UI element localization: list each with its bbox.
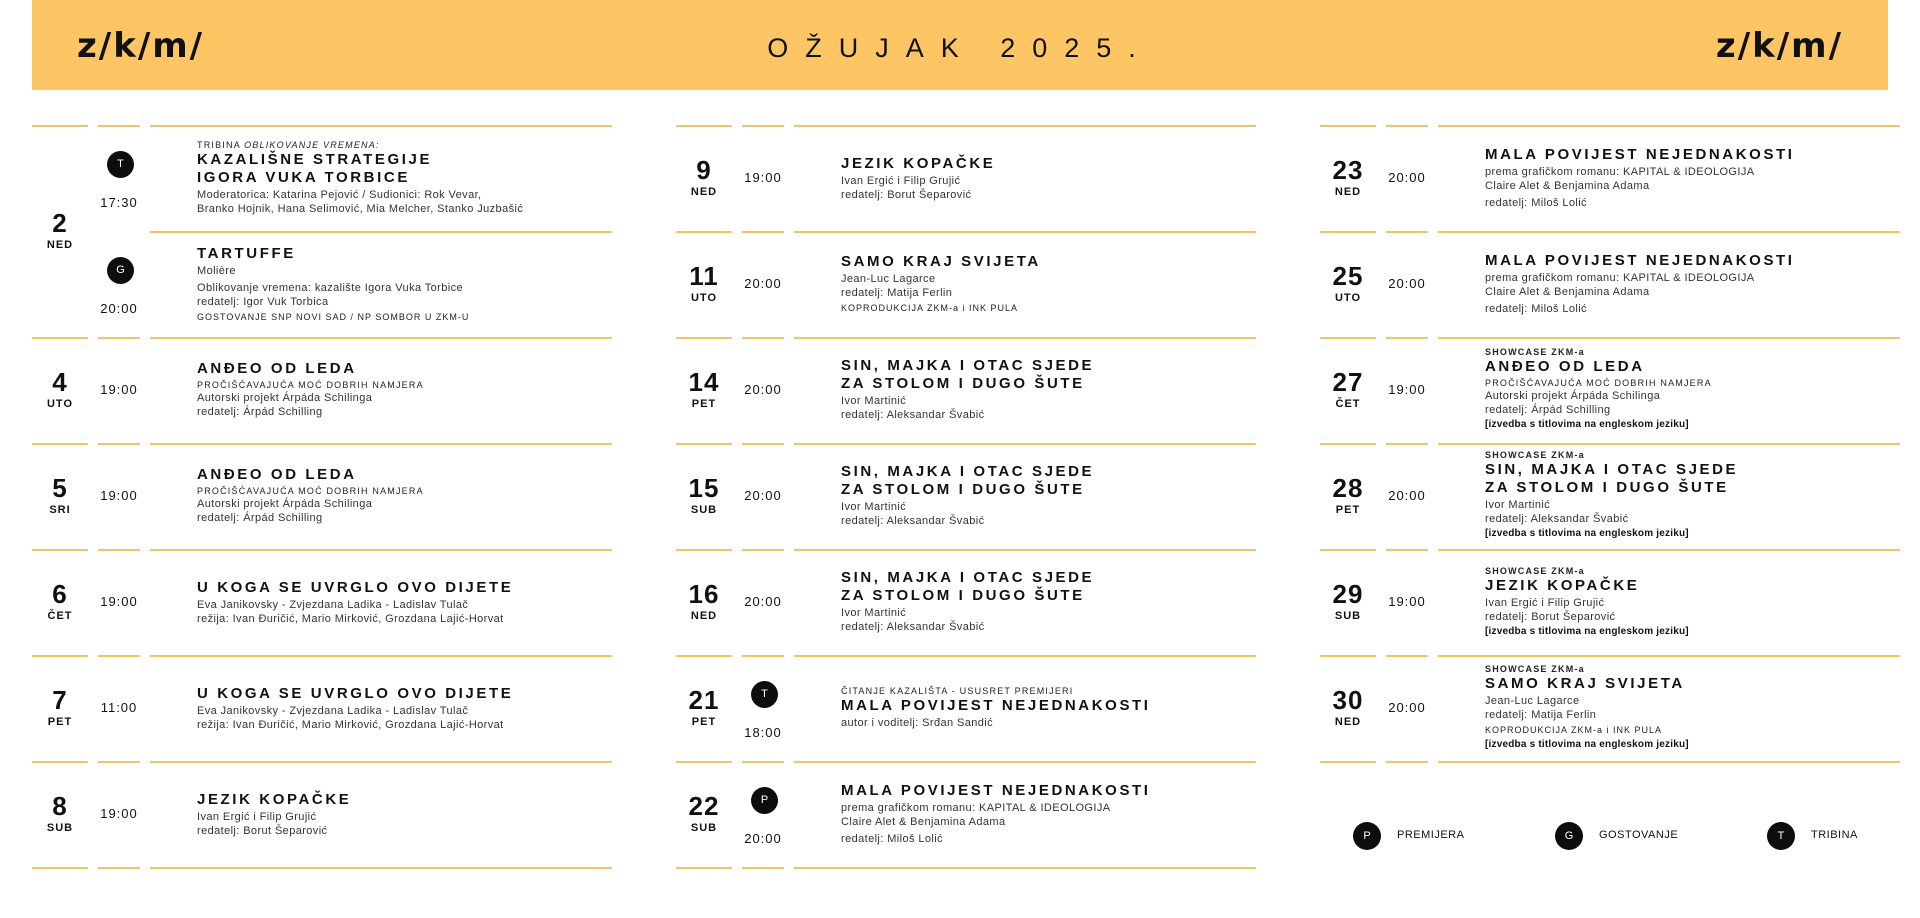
event-date (1320, 580, 1376, 623)
event-date (676, 156, 732, 199)
weekday: SRI (49, 504, 71, 516)
divider (1438, 231, 1900, 233)
event-credit: prema grafičkom romanu: KAPITAL & IDEOLOGIJA (841, 802, 1111, 814)
event-credit: prema grafičkom romanu: KAPITAL & IDEOLOGIJA (1485, 272, 1755, 284)
event-date (676, 792, 732, 835)
event-time: 20:00 (100, 301, 138, 316)
event-credit: Branko Hojnik, Hana Selimović, Mia Melcher, Stanko Juzbašić (197, 203, 524, 215)
event-title: ZA STOLOM I DUGO ŠUTE (841, 481, 1085, 498)
event-info (1485, 252, 1895, 316)
divider (32, 443, 88, 445)
event-title: MALA POVIJEST NEJEDNAKOSTI (1485, 146, 1795, 163)
weekday: NED (46, 239, 74, 251)
schedule-row (676, 443, 1256, 549)
event-credit: prema grafičkom romanu: KAPITAL & IDEOLOGIJA (1485, 166, 1755, 178)
divider (98, 761, 140, 763)
weekday: PET (691, 398, 717, 410)
event-type-badge: P (751, 787, 778, 814)
event-time: 17:30 (100, 195, 138, 210)
event-note: KOPRODUKCIJA ZKM-a i INK PULA (841, 303, 1019, 313)
event-time: 20:00 (744, 382, 782, 397)
day-number: 8 (52, 791, 68, 821)
day-number: 5 (52, 473, 68, 503)
event-credit: redatelj: Aleksandar Švabić (841, 515, 985, 527)
schedule-row (676, 337, 1256, 443)
event-date (676, 262, 732, 305)
event-time: 19:00 (100, 488, 138, 503)
divider (1320, 761, 1376, 763)
divider (676, 761, 732, 763)
divider (150, 867, 612, 869)
event-info (1485, 663, 1895, 752)
showcase-tag: SHOWCASE ZKM-a (1485, 450, 1585, 460)
divider (794, 867, 1256, 869)
event-time: 19:00 (1388, 382, 1426, 397)
event-tag-text: TRIBINA (197, 140, 245, 150)
page-title: OŽUJAK 2025. (767, 33, 1153, 63)
event-title: SIN, MAJKA I OTAC SJEDE (841, 569, 1095, 586)
event-date (32, 686, 88, 729)
event-info (197, 791, 607, 838)
event-credit: Autorski projekt Árpáda Schilinga (197, 498, 373, 510)
event-credit: Molière (197, 265, 236, 277)
event-date (676, 686, 732, 729)
event-info (197, 360, 607, 419)
divider (742, 125, 784, 127)
event-credit: Ivor Martinić (1485, 499, 1551, 511)
divider (1438, 443, 1900, 445)
divider (742, 655, 784, 657)
divider (676, 337, 732, 339)
subtitles-note: [izvedba s titlovima na engleskom jeziku] (1485, 739, 1689, 750)
weekday: SUB (690, 822, 718, 834)
schedule-row (32, 549, 612, 655)
event-credit: Eva Janikovsky - Zvjezdana Ladika - Ladislav Tulač (197, 599, 469, 611)
divider (742, 867, 784, 869)
event-credit: redatelj: Aleksandar Švabić (1485, 513, 1629, 525)
legend-symbol: P (1353, 822, 1381, 850)
showcase-tag: SHOWCASE ZKM-a (1485, 347, 1585, 357)
divider (1438, 761, 1900, 763)
event-time: 19:00 (1388, 594, 1426, 609)
divider (1320, 443, 1376, 445)
weekday: SUB (1334, 610, 1362, 622)
event-title: ANĐEO OD LEDA (1485, 358, 1645, 375)
event-info (197, 685, 607, 732)
event-time: 19:00 (100, 382, 138, 397)
event-info (841, 685, 1251, 730)
legend-label: GOSTOVANJE (1599, 829, 1679, 841)
event-type-badge: T (107, 151, 134, 178)
divider (98, 125, 140, 127)
event-credit: autor i voditelj: Srđan Sandić (841, 717, 994, 729)
event-time: 19:00 (100, 594, 138, 609)
event-credit: Ivor Martinić (841, 395, 907, 407)
event-date (32, 368, 88, 411)
event-time: 18:00 (744, 725, 782, 740)
schedule-row (32, 443, 612, 549)
event-time: 20:00 (744, 594, 782, 609)
event-date (676, 368, 732, 411)
event-time: 20:00 (1388, 170, 1426, 185)
day-number: 14 (688, 367, 720, 397)
event-credit: redatelj: Borut Šeparović (841, 189, 972, 201)
event-info (1485, 449, 1895, 541)
divider (32, 655, 88, 657)
schedule-row (32, 337, 612, 443)
event-credit: redatelj: Árpád Schilling (1485, 404, 1611, 416)
event-info (1485, 565, 1895, 639)
schedule-column (32, 125, 612, 867)
schedule-row (32, 655, 612, 761)
legend-symbol: G (1555, 822, 1583, 850)
divider (1320, 125, 1376, 127)
event-credit: Ivan Ergić i Filip Grujić (197, 811, 317, 823)
event-credit: Eva Janikovsky - Zvjezdana Ladika - Ladislav Tulač (197, 705, 469, 717)
day-number: 27 (1332, 367, 1364, 397)
event-title: U KOGA SE UVRGLO OVO DIJETE (197, 579, 514, 596)
event-info (197, 139, 607, 216)
divider (742, 231, 784, 233)
event-credit: režija: Ivan Đuričić, Mario Mirković, Grozdana Lajić-Horvat (197, 719, 504, 731)
subtitles-note: [izvedba s titlovima na engleskom jeziku] (1485, 626, 1689, 637)
event-subtitle: PROČIŠĆAVAJUĆA MOĆ DOBRIH NAMJERA (1485, 378, 1712, 388)
schedule-row (1320, 125, 1900, 231)
divider (794, 549, 1256, 551)
event-info (197, 245, 607, 324)
divider (742, 549, 784, 551)
event-info (841, 782, 1251, 846)
event-credit: Claire Alet & Benjamina Adama (1485, 180, 1650, 192)
divider (150, 125, 612, 127)
event-credit: redatelj: Igor Vuk Torbica (197, 296, 329, 308)
day-number: 7 (52, 685, 68, 715)
divider (1386, 125, 1428, 127)
divider (32, 549, 88, 551)
event-subtitle: PROČIŠĆAVAJUĆA MOĆ DOBRIH NAMJERA (197, 380, 424, 390)
event-subtitle: PROČIŠĆAVAJUĆA MOĆ DOBRIH NAMJERA (197, 486, 424, 496)
schedule-row (676, 125, 1256, 231)
event-info (1485, 146, 1895, 210)
event-credit: redatelj: Miloš Lolić (1485, 303, 1587, 315)
divider (794, 761, 1256, 763)
day-number: 30 (1332, 685, 1364, 715)
divider (98, 337, 140, 339)
divider (676, 231, 732, 233)
weekday: UTO (46, 398, 74, 410)
event-credit: Ivor Martinić (841, 607, 907, 619)
weekday: PET (691, 716, 717, 728)
subtitles-note: [izvedba s titlovima na engleskom jeziku] (1485, 528, 1689, 539)
divider (1320, 655, 1376, 657)
event-title: SAMO KRAJ SVIJETA (1485, 675, 1685, 692)
schedule-column (676, 125, 1256, 867)
divider (1386, 231, 1428, 233)
event-credit: režija: Ivan Đuričić, Mario Mirković, Grozdana Lajić-Horvat (197, 613, 504, 625)
day-number: 9 (696, 155, 712, 185)
day-number: 21 (688, 685, 720, 715)
divider (1386, 549, 1428, 551)
event-credit: Autorski projekt Árpáda Schilinga (197, 392, 373, 404)
event-credit: Ivan Ergić i Filip Grujić (841, 175, 961, 187)
divider (676, 125, 732, 127)
day-number: 15 (688, 473, 720, 503)
divider (1386, 443, 1428, 445)
event-title: U KOGA SE UVRGLO OVO DIJETE (197, 685, 514, 702)
weekday: SUB (46, 822, 74, 834)
event-date (32, 580, 88, 623)
event-time: 20:00 (1388, 488, 1426, 503)
day-number: 29 (1332, 579, 1364, 609)
divider (676, 443, 732, 445)
event-title: MALA POVIJEST NEJEDNAKOSTI (841, 782, 1151, 799)
event-credit: Autorski projekt Árpáda Schilinga (1485, 390, 1661, 402)
event-title: SAMO KRAJ SVIJETA (841, 253, 1041, 270)
event-info (841, 569, 1251, 634)
day-number: 22 (688, 791, 720, 821)
divider (150, 655, 612, 657)
schedule-row (676, 549, 1256, 655)
weekday: NED (690, 186, 718, 198)
event-date (1320, 262, 1376, 305)
event-time: 20:00 (744, 276, 782, 291)
event-title: SIN, MAJKA I OTAC SJEDE (841, 357, 1095, 374)
event-credit: Jean-Luc Lagarce (841, 273, 936, 285)
schedule-row (1320, 549, 1900, 655)
event-time: 20:00 (1388, 276, 1426, 291)
event-title: JEZIK KOPAČKE (1485, 577, 1640, 594)
event-type-badge: G (107, 257, 134, 284)
event-credit: Ivor Martinić (841, 501, 907, 513)
event-info (197, 466, 607, 525)
divider (32, 761, 88, 763)
event-info (197, 579, 607, 626)
subtitles-note: [izvedba s titlovima na engleskom jeziku] (1485, 419, 1689, 430)
weekday: UTO (690, 292, 718, 304)
day-number: 2 (52, 208, 68, 238)
event-time: 20:00 (744, 831, 782, 846)
event-date (32, 792, 88, 835)
event-date (676, 474, 732, 517)
schedule-column (1320, 125, 1900, 761)
event-type-badge: T (751, 681, 778, 708)
event-time: 19:00 (100, 806, 138, 821)
event-title: JEZIK KOPAČKE (841, 155, 996, 172)
event-credit: Claire Alet & Benjamina Adama (1485, 286, 1650, 298)
event-credit: redatelj: Aleksandar Švabić (841, 409, 985, 421)
divider (1386, 337, 1428, 339)
schedule-row (1320, 231, 1900, 337)
schedule-row (32, 125, 612, 337)
divider (794, 655, 1256, 657)
divider (32, 337, 88, 339)
divider (676, 549, 732, 551)
divider (1320, 231, 1376, 233)
event-tag (197, 139, 607, 151)
event-time: 20:00 (744, 488, 782, 503)
event-title: ZA STOLOM I DUGO ŠUTE (1485, 479, 1729, 496)
legend-label: PREMIJERA (1397, 829, 1465, 841)
zkm-logo: z/k/m/ (1715, 26, 1843, 66)
divider (98, 867, 140, 869)
event-credit: Moderatorica: Katarina Pejović / Sudionici: Rok Vevar, (197, 189, 482, 201)
weekday: PET (47, 716, 73, 728)
day-number: 4 (52, 367, 68, 397)
event-credit: redatelj: Matija Ferlin (841, 287, 953, 299)
weekday: NED (690, 610, 718, 622)
day-number: 23 (1332, 155, 1364, 185)
showcase-tag: SHOWCASE ZKM-a (1485, 664, 1585, 674)
event-tag-italic: OBLIKOVANJE VREMENA: (244, 140, 380, 150)
event-title: TARTUFFE (197, 245, 296, 262)
event-date (1320, 686, 1376, 729)
divider (794, 443, 1256, 445)
divider (150, 761, 612, 763)
zkm-logo: z/k/m/ (77, 26, 205, 66)
divider (150, 443, 612, 445)
event-title: ZA STOLOM I DUGO ŠUTE (841, 375, 1085, 392)
divider (742, 443, 784, 445)
divider (1438, 337, 1900, 339)
weekday: ČET (47, 610, 73, 622)
event-credit: redatelj: Miloš Lolić (841, 833, 943, 845)
divider (150, 231, 612, 233)
divider (1320, 337, 1376, 339)
header-banner (32, 0, 1888, 90)
day-number: 28 (1332, 473, 1364, 503)
schedule-row (1320, 443, 1900, 549)
event-credit: Claire Alet & Benjamina Adama (841, 816, 1006, 828)
day-number: 25 (1332, 261, 1364, 291)
event-credit: redatelj: Matija Ferlin (1485, 709, 1597, 721)
event-time: 20:00 (1388, 700, 1426, 715)
event-credit: redatelj: Aleksandar Švabić (841, 621, 985, 633)
event-date (1320, 368, 1376, 411)
event-credit: Jean-Luc Lagarce (1485, 695, 1580, 707)
event-info (841, 253, 1251, 315)
divider (676, 867, 732, 869)
schedule-row (676, 655, 1256, 761)
weekday: NED (1334, 186, 1362, 198)
event-date (1320, 156, 1376, 199)
schedule-row (32, 761, 612, 867)
day-number: 6 (52, 579, 68, 609)
event-time: 11:00 (100, 700, 138, 715)
divider (1320, 549, 1376, 551)
event-credit: redatelj: Árpád Schilling (197, 512, 323, 524)
event-info (1485, 346, 1895, 432)
event-info (841, 357, 1251, 422)
event-title: MALA POVIJEST NEJEDNAKOSTI (841, 697, 1151, 714)
divider (794, 231, 1256, 233)
event-credit: redatelj: Miloš Lolić (1485, 197, 1587, 209)
event-title: SIN, MAJKA I OTAC SJEDE (1485, 461, 1739, 478)
event-date (1320, 474, 1376, 517)
divider (742, 337, 784, 339)
event-info (841, 155, 1251, 202)
schedule-row (1320, 655, 1900, 761)
showcase-tag: SHOWCASE ZKM-a (1485, 566, 1585, 576)
weekday: ČET (1335, 398, 1361, 410)
legend-symbol: T (1767, 822, 1795, 850)
event-credit: redatelj: Borut Šeparović (197, 825, 328, 837)
event-title: JEZIK KOPAČKE (197, 791, 352, 808)
event-credit: redatelj: Borut Šeparović (1485, 611, 1616, 623)
event-date (32, 474, 88, 517)
event-title: ANĐEO OD LEDA (197, 360, 357, 377)
legend-label: TRIBINA (1811, 829, 1858, 841)
divider (742, 761, 784, 763)
weekday: SUB (690, 504, 718, 516)
day-number: 11 (689, 261, 719, 291)
divider (1438, 549, 1900, 551)
divider (676, 655, 732, 657)
event-tag: ČITANJE KAZALIŠTA - USUSRET PREMIJERI (841, 686, 1074, 696)
event-note: KOPRODUKCIJA ZKM-a i INK PULA (1485, 725, 1663, 735)
divider (1386, 761, 1428, 763)
divider (1386, 655, 1428, 657)
weekday: PET (1335, 504, 1361, 516)
divider (98, 549, 140, 551)
event-credit: Oblikovanje vremena: kazalište Igora Vuka Torbice (197, 282, 464, 294)
event-credit: redatelj: Árpád Schilling (197, 406, 323, 418)
divider (150, 549, 612, 551)
event-title: MALA POVIJEST NEJEDNAKOSTI (1485, 252, 1795, 269)
divider (1438, 655, 1900, 657)
event-title: KAZALIŠNE STRATEGIJE (197, 151, 433, 168)
divider (32, 867, 88, 869)
event-time: 19:00 (744, 170, 782, 185)
event-title: ANĐEO OD LEDA (197, 466, 357, 483)
divider (794, 337, 1256, 339)
event-credit: Ivan Ergić i Filip Grujić (1485, 597, 1605, 609)
schedule-row (1320, 337, 1900, 443)
event-title: ZA STOLOM I DUGO ŠUTE (841, 587, 1085, 604)
schedule-row (676, 231, 1256, 337)
event-date (32, 209, 88, 252)
divider (1438, 125, 1900, 127)
divider (150, 337, 612, 339)
schedule-row (676, 761, 1256, 867)
divider (98, 443, 140, 445)
weekday: NED (1334, 716, 1362, 728)
divider (32, 125, 88, 127)
event-note: GOSTOVANJE SNP NOVI SAD / NP SOMBOR U ZKM-U (197, 312, 470, 322)
event-date (676, 580, 732, 623)
divider (98, 655, 140, 657)
event-info (841, 463, 1251, 528)
event-title: IGORA VUKA TORBICE (197, 169, 410, 186)
day-number: 16 (688, 579, 720, 609)
weekday: UTO (1334, 292, 1362, 304)
divider (794, 125, 1256, 127)
event-title: SIN, MAJKA I OTAC SJEDE (841, 463, 1095, 480)
